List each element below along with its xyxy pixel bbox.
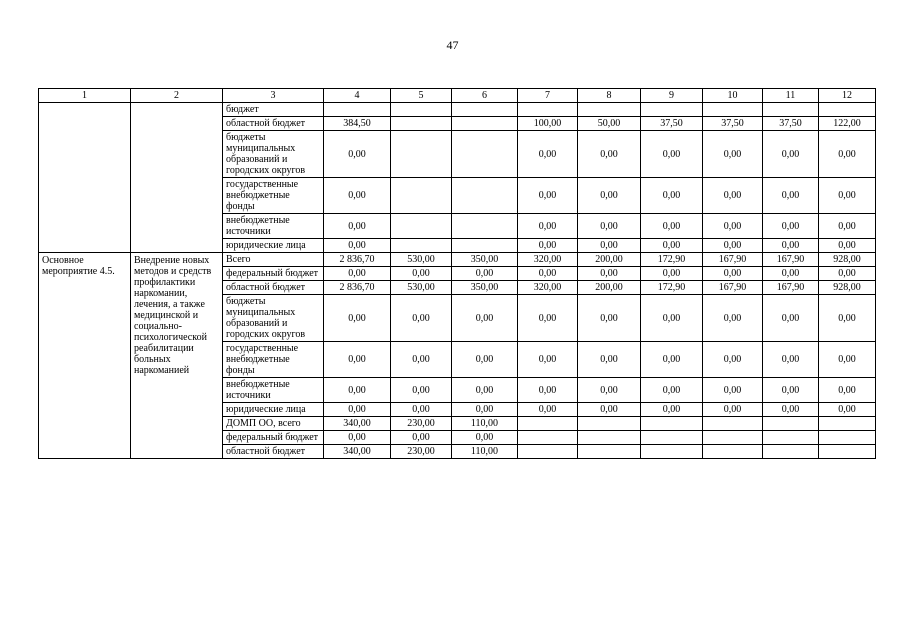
page-number: 47 — [446, 38, 459, 52]
value-cell: 0,00 — [324, 295, 391, 342]
value-cell: 340,00 — [324, 417, 391, 431]
value-cell: 37,50 — [641, 117, 703, 131]
value-cell: 0,00 — [391, 403, 452, 417]
value-cell: 0,00 — [518, 378, 578, 403]
column-header: 11 — [763, 89, 819, 103]
value-cell: 167,90 — [703, 253, 763, 267]
value-cell: 0,00 — [641, 178, 703, 214]
value-cell — [819, 417, 876, 431]
value-cell: 0,00 — [819, 342, 876, 378]
value-cell: 0,00 — [391, 267, 452, 281]
value-cell: 110,00 — [452, 445, 518, 459]
value-cell: 0,00 — [763, 403, 819, 417]
value-cell: 37,50 — [763, 117, 819, 131]
value-cell — [703, 103, 763, 117]
value-cell: 320,00 — [518, 253, 578, 267]
value-cell — [819, 103, 876, 117]
value-cell — [578, 445, 641, 459]
description-cell — [131, 103, 223, 253]
value-cell: 200,00 — [578, 281, 641, 295]
value-cell: 0,00 — [518, 267, 578, 281]
budget-table — [38, 88, 876, 459]
value-cell: 122,00 — [819, 117, 876, 131]
value-cell: 928,00 — [819, 281, 876, 295]
source-cell: государственные внебюджетные фонды — [223, 342, 324, 378]
value-cell: 0,00 — [578, 295, 641, 342]
value-cell: 0,00 — [703, 403, 763, 417]
value-cell: 320,00 — [518, 281, 578, 295]
value-cell: 0,00 — [324, 267, 391, 281]
column-header: 8 — [578, 89, 641, 103]
value-cell: 110,00 — [452, 417, 518, 431]
value-cell: 0,00 — [518, 403, 578, 417]
value-cell — [763, 417, 819, 431]
value-cell: 0,00 — [578, 403, 641, 417]
value-cell: 0,00 — [452, 403, 518, 417]
value-cell: 0,00 — [518, 342, 578, 378]
value-cell: 0,00 — [452, 342, 518, 378]
value-cell: 0,00 — [703, 131, 763, 178]
source-cell: внебюджетные источники — [223, 378, 324, 403]
table-row — [39, 103, 876, 117]
value-cell — [391, 131, 452, 178]
value-cell — [763, 431, 819, 445]
value-cell — [703, 431, 763, 445]
value-cell: 0,00 — [763, 178, 819, 214]
value-cell: 0,00 — [578, 239, 641, 253]
value-cell: 0,00 — [452, 431, 518, 445]
value-cell: 0,00 — [518, 214, 578, 239]
value-cell: 0,00 — [641, 131, 703, 178]
value-cell: 0,00 — [703, 267, 763, 281]
value-cell: 0,00 — [578, 267, 641, 281]
value-cell: 0,00 — [324, 342, 391, 378]
value-cell: 0,00 — [452, 295, 518, 342]
value-cell: 0,00 — [518, 131, 578, 178]
value-cell — [452, 117, 518, 131]
value-cell: 928,00 — [819, 253, 876, 267]
column-header: 6 — [452, 89, 518, 103]
value-cell: 0,00 — [819, 131, 876, 178]
value-cell — [452, 103, 518, 117]
value-cell — [518, 445, 578, 459]
value-cell — [391, 117, 452, 131]
value-cell: 0,00 — [391, 342, 452, 378]
value-cell: 350,00 — [452, 253, 518, 267]
value-cell: 200,00 — [578, 253, 641, 267]
value-cell: 0,00 — [391, 378, 452, 403]
header-row — [39, 89, 876, 103]
value-cell — [819, 445, 876, 459]
value-cell: 0,00 — [819, 267, 876, 281]
source-cell: бюджеты муниципальных образований и городских округов — [223, 131, 324, 178]
value-cell: 0,00 — [391, 431, 452, 445]
value-cell: 2 836,70 — [324, 253, 391, 267]
value-cell: 172,90 — [641, 281, 703, 295]
value-cell — [819, 431, 876, 445]
value-cell — [518, 417, 578, 431]
value-cell: 0,00 — [819, 295, 876, 342]
source-cell: юридические лица — [223, 239, 324, 253]
source-cell: внебюджетные источники — [223, 214, 324, 239]
value-cell: 0,00 — [703, 342, 763, 378]
value-cell: 0,00 — [641, 214, 703, 239]
value-cell: 0,00 — [518, 239, 578, 253]
value-cell: 0,00 — [703, 378, 763, 403]
value-cell: 0,00 — [763, 295, 819, 342]
value-cell: 0,00 — [703, 295, 763, 342]
value-cell: 0,00 — [703, 239, 763, 253]
value-cell: 0,00 — [324, 131, 391, 178]
value-cell — [518, 103, 578, 117]
value-cell: 230,00 — [391, 445, 452, 459]
value-cell: 0,00 — [578, 131, 641, 178]
value-cell: 0,00 — [518, 295, 578, 342]
value-cell: 0,00 — [641, 267, 703, 281]
value-cell: 37,50 — [703, 117, 763, 131]
value-cell: 530,00 — [391, 253, 452, 267]
source-cell: областной бюджет — [223, 117, 324, 131]
column-header: 3 — [223, 89, 324, 103]
column-header: 5 — [391, 89, 452, 103]
value-cell: 0,00 — [452, 378, 518, 403]
value-cell: 340,00 — [324, 445, 391, 459]
value-cell: 0,00 — [763, 342, 819, 378]
value-cell — [641, 103, 703, 117]
value-cell — [391, 214, 452, 239]
value-cell: 350,00 — [452, 281, 518, 295]
value-cell — [641, 431, 703, 445]
value-cell — [578, 431, 641, 445]
value-cell: 0,00 — [578, 178, 641, 214]
table-row — [39, 253, 876, 267]
value-cell: 0,00 — [391, 295, 452, 342]
source-cell: федеральный бюджет — [223, 431, 324, 445]
value-cell: 0,00 — [763, 267, 819, 281]
value-cell: 0,00 — [763, 131, 819, 178]
value-cell: 0,00 — [641, 239, 703, 253]
value-cell: 0,00 — [324, 378, 391, 403]
value-cell — [391, 239, 452, 253]
value-cell: 0,00 — [819, 403, 876, 417]
event-cell: Основное мероприятие 4.5. — [39, 253, 131, 459]
value-cell: 0,00 — [641, 378, 703, 403]
value-cell: 0,00 — [578, 378, 641, 403]
value-cell — [452, 178, 518, 214]
value-cell: 0,00 — [452, 267, 518, 281]
value-cell — [324, 103, 391, 117]
source-cell: областной бюджет — [223, 445, 324, 459]
value-cell: 0,00 — [763, 378, 819, 403]
value-cell: 0,00 — [324, 403, 391, 417]
value-cell: 50,00 — [578, 117, 641, 131]
value-cell: 100,00 — [518, 117, 578, 131]
value-cell: 530,00 — [391, 281, 452, 295]
column-header: 2 — [131, 89, 223, 103]
value-cell: 0,00 — [518, 178, 578, 214]
value-cell — [763, 445, 819, 459]
source-cell: Всего — [223, 253, 324, 267]
value-cell: 0,00 — [703, 214, 763, 239]
description-cell: Внедрение новых методов и средств профилактики наркомании, лечения, а также медицинской и социально-психологической реабилитации больных наркоманией — [131, 253, 223, 459]
value-cell: 0,00 — [703, 178, 763, 214]
value-cell: 0,00 — [324, 431, 391, 445]
value-cell: 167,90 — [763, 253, 819, 267]
event-cell — [39, 103, 131, 253]
value-cell — [391, 178, 452, 214]
value-cell: 0,00 — [819, 378, 876, 403]
value-cell: 0,00 — [819, 239, 876, 253]
source-cell: федеральный бюджет — [223, 267, 324, 281]
value-cell — [578, 417, 641, 431]
source-cell: юридические лица — [223, 403, 324, 417]
column-header: 1 — [39, 89, 131, 103]
column-header: 9 — [641, 89, 703, 103]
value-cell — [452, 131, 518, 178]
value-cell — [578, 103, 641, 117]
value-cell: 2 836,70 — [324, 281, 391, 295]
value-cell — [452, 239, 518, 253]
column-header: 10 — [703, 89, 763, 103]
value-cell: 0,00 — [324, 239, 391, 253]
source-cell: ДОМП ОО, всего — [223, 417, 324, 431]
value-cell: 172,90 — [641, 253, 703, 267]
value-cell: 0,00 — [763, 214, 819, 239]
value-cell — [703, 417, 763, 431]
value-cell: 384,50 — [324, 117, 391, 131]
value-cell — [391, 103, 452, 117]
value-cell — [452, 214, 518, 239]
source-cell: государственные внебюджетные фонды — [223, 178, 324, 214]
value-cell — [703, 445, 763, 459]
value-cell — [641, 417, 703, 431]
source-cell: бюджет — [223, 103, 324, 117]
source-cell: областной бюджет — [223, 281, 324, 295]
value-cell: 0,00 — [578, 214, 641, 239]
value-cell — [518, 431, 578, 445]
source-cell: бюджеты муниципальных образований и городских округов — [223, 295, 324, 342]
column-header: 4 — [324, 89, 391, 103]
value-cell — [763, 103, 819, 117]
value-cell: 0,00 — [324, 214, 391, 239]
value-cell: 167,90 — [703, 281, 763, 295]
value-cell: 0,00 — [819, 214, 876, 239]
value-cell: 0,00 — [641, 342, 703, 378]
column-header: 12 — [819, 89, 876, 103]
value-cell: 167,90 — [763, 281, 819, 295]
value-cell: 0,00 — [819, 178, 876, 214]
value-cell — [641, 445, 703, 459]
value-cell: 0,00 — [324, 178, 391, 214]
value-cell: 0,00 — [641, 403, 703, 417]
value-cell: 230,00 — [391, 417, 452, 431]
value-cell: 0,00 — [578, 342, 641, 378]
value-cell: 0,00 — [763, 239, 819, 253]
value-cell: 0,00 — [641, 295, 703, 342]
column-header: 7 — [518, 89, 578, 103]
